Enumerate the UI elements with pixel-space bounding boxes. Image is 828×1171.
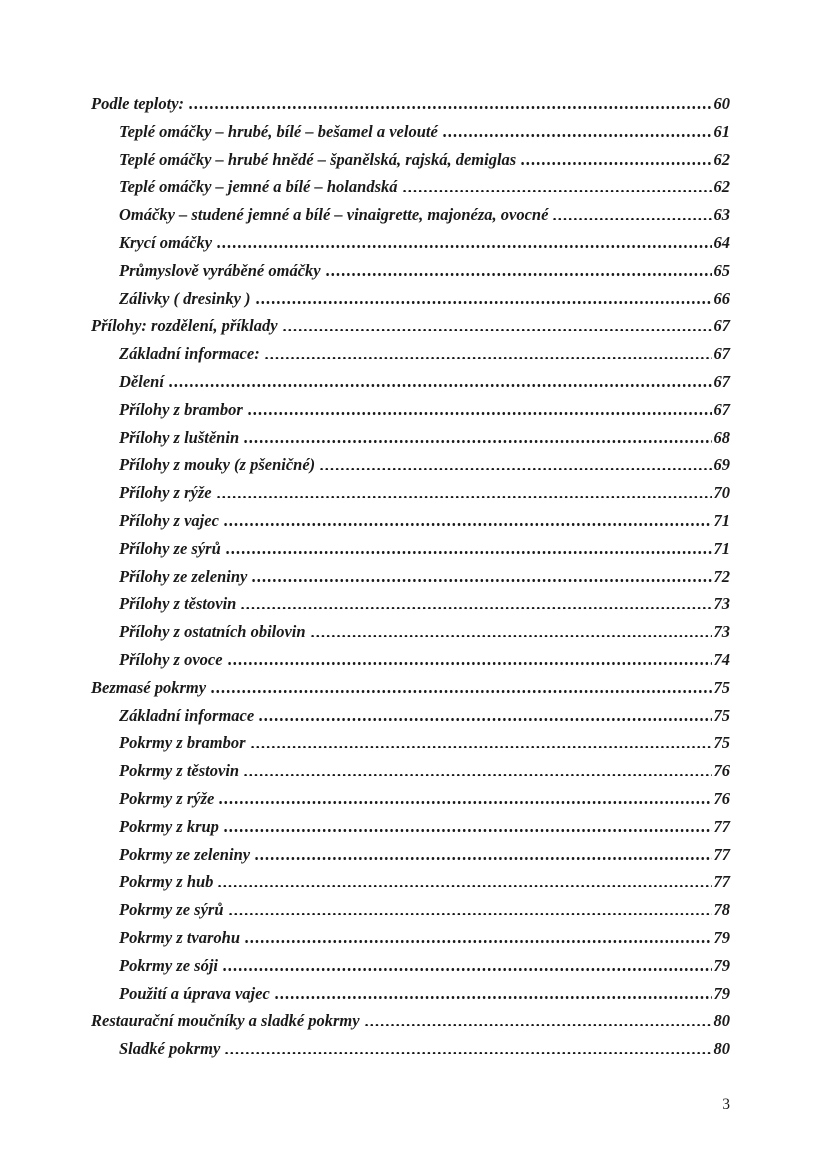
toc-entry-page-number: 71 <box>713 510 730 530</box>
toc-entry-label: Zálivky ( dresinky ) <box>119 288 251 308</box>
toc-entry-page-number: 77 <box>713 844 730 864</box>
toc-dot-leader <box>223 829 712 832</box>
toc-dot-leader <box>222 968 712 971</box>
toc-entry-page-number: 62 <box>713 177 730 197</box>
toc-entry-label: Pokrmy ze sóji <box>119 955 218 975</box>
toc-entry <box>91 424 730 452</box>
toc-entry-page-number: 63 <box>713 205 730 225</box>
toc-entry-page-number: 79 <box>713 983 730 1003</box>
toc-dot-leader <box>243 440 711 443</box>
toc-entry-label: Přílohy z ovoce <box>119 649 223 669</box>
toc-dot-leader <box>310 635 712 638</box>
toc-entry-label: Restaurační moučníky a sladké pokrmy <box>91 1011 360 1031</box>
toc-dot-leader <box>243 774 711 777</box>
toc-dot-leader <box>247 412 712 415</box>
toc-entry <box>91 1007 730 1035</box>
toc-entry-label: Přílohy z ostatních obilovin <box>119 622 306 642</box>
toc-entry <box>91 590 730 618</box>
toc-entry-page-number: 80 <box>713 1011 730 1031</box>
toc-dot-leader <box>228 913 712 916</box>
toc-dot-leader <box>216 496 712 499</box>
toc-entry-page-number: 61 <box>713 121 730 141</box>
toc-entry-label: Pokrmy z rýže <box>119 788 215 808</box>
toc-entry-label: Sladké pokrmy <box>119 1039 221 1059</box>
toc-dot-leader <box>520 162 711 165</box>
toc-dot-leader <box>251 579 711 582</box>
toc-entry-label: Použití a úprava vajec <box>119 983 270 1003</box>
toc-entry-label: Pokrmy z tvarohu <box>119 927 241 947</box>
toc-entry <box>91 618 730 646</box>
toc-dot-leader <box>282 329 712 332</box>
toc-entry-label: Teplé omáčky – jemné a bílé – holandská <box>119 177 398 197</box>
toc-dot-leader <box>188 106 711 109</box>
toc-dot-leader <box>274 996 712 999</box>
toc-entry <box>91 396 730 424</box>
toc-dot-leader <box>258 718 711 721</box>
toc-entry-label: Pokrmy z hub <box>119 872 214 892</box>
toc-entry-label: Průmyslově vyráběné omáčky <box>119 260 321 280</box>
toc-entry-label: Přílohy ze sýrů <box>119 538 221 558</box>
toc-entry-page-number: 71 <box>713 538 730 558</box>
toc-entry-page-number: 67 <box>713 399 730 419</box>
toc-entry-page-number: 64 <box>713 232 730 252</box>
toc-dot-leader <box>254 857 711 860</box>
toc-entry <box>91 229 730 257</box>
toc-entry-page-number: 70 <box>713 483 730 503</box>
toc-dot-leader <box>264 357 712 360</box>
toc-entry-page-number: 67 <box>713 316 730 336</box>
toc-entry-page-number: 67 <box>713 371 730 391</box>
toc-entry-page-number: 76 <box>713 761 730 781</box>
toc-entry-page-number: 75 <box>713 677 730 697</box>
toc-dot-leader <box>255 301 712 304</box>
toc-entry-label: Pokrmy z brambor <box>119 733 246 753</box>
toc-entry <box>91 868 730 896</box>
toc-entry-page-number: 67 <box>713 344 730 364</box>
toc-entry <box>91 146 730 174</box>
toc-entry <box>91 257 730 285</box>
toc-entry <box>91 173 730 201</box>
toc-entry-label: Přílohy z vajec <box>119 510 219 530</box>
toc-entry <box>91 563 730 591</box>
toc-dot-leader <box>325 273 712 276</box>
toc-entry <box>91 118 730 146</box>
toc-entry-label: Krycí omáčky <box>119 232 213 252</box>
footer-page-number: 3 <box>722 1096 730 1113</box>
toc-entry <box>91 980 730 1008</box>
toc-entry <box>91 674 730 702</box>
toc-entry-page-number: 65 <box>713 260 730 280</box>
toc-entry-page-number: 68 <box>713 427 730 447</box>
toc-dot-leader <box>364 1024 712 1027</box>
toc-dot-leader <box>216 245 711 248</box>
toc-entry <box>91 813 730 841</box>
toc-entry-page-number: 76 <box>713 788 730 808</box>
toc-entry <box>91 535 730 563</box>
toc-entry <box>91 1035 730 1063</box>
toc-dot-leader <box>244 940 711 943</box>
toc-entry-label: Přílohy z luštěnin <box>119 427 240 447</box>
toc-dot-leader <box>168 384 712 387</box>
toc-entry <box>91 368 730 396</box>
toc-dot-leader <box>402 190 712 193</box>
toc-entry-label: Pokrmy z těstovin <box>119 761 240 781</box>
toc-entry <box>91 785 730 813</box>
toc-entry-label: Omáčky – studené jemné a bílé – vinaigrette, majonéza, ovocné <box>119 205 549 225</box>
toc-entry-label: Přílohy z těstovin <box>119 594 237 614</box>
toc-entry-label: Přílohy z brambor <box>119 399 243 419</box>
toc-dot-leader <box>218 801 711 804</box>
toc-entry-page-number: 66 <box>713 288 730 308</box>
toc-entry <box>91 841 730 869</box>
toc-entry <box>91 201 730 229</box>
toc-entry-page-number: 79 <box>713 955 730 975</box>
toc-dot-leader <box>227 662 712 665</box>
toc-entry-page-number: 78 <box>713 900 730 920</box>
toc-dot-leader <box>250 746 712 749</box>
toc-entry-page-number: 75 <box>713 733 730 753</box>
toc-entry-label: Přílohy z rýže <box>119 483 212 503</box>
toc-entry <box>91 507 730 535</box>
toc-entry <box>91 90 730 118</box>
toc-entry <box>91 924 730 952</box>
toc-entry-page-number: 69 <box>713 455 730 475</box>
toc-entry-page-number: 60 <box>713 94 730 113</box>
toc-entry <box>91 896 730 924</box>
toc-entry-label: Přílohy z mouky (z pšeničné) <box>119 455 316 475</box>
toc-entry-page-number: 77 <box>713 872 730 892</box>
toc-entry <box>91 729 730 757</box>
toc-entry-label: Pokrmy ze sýrů <box>119 900 224 920</box>
toc-dot-leader <box>442 134 712 137</box>
toc-entry-page-number: 62 <box>713 149 730 169</box>
toc-entry <box>91 340 730 368</box>
toc-entry <box>91 952 730 980</box>
toc-entry-label: Teplé omáčky – hrubé hnědé – španělská, rajská, demiglas <box>119 149 517 169</box>
toc-entry <box>91 757 730 785</box>
toc-dot-leader <box>217 885 711 888</box>
toc-entry <box>91 312 730 340</box>
toc-entry <box>91 702 730 730</box>
toc-entry-page-number: 73 <box>713 594 730 614</box>
toc-entry <box>91 451 730 479</box>
toc-dot-leader <box>210 690 711 693</box>
toc-entry-page-number: 79 <box>713 927 730 947</box>
toc-entry-page-number: 73 <box>713 622 730 642</box>
toc-entry-label: Teplé omáčky – hrubé, bílé – bešamel a velouté <box>119 121 438 141</box>
toc-entry-label: Základní informace: <box>119 344 260 364</box>
toc-entry <box>91 646 730 674</box>
toc-entry <box>91 285 730 313</box>
toc-entry-page-number: 75 <box>713 705 730 725</box>
toc-dot-leader <box>552 218 711 221</box>
toc-dot-leader <box>240 607 711 610</box>
toc-dot-leader <box>223 523 712 526</box>
toc-entry-label: Pokrmy ze zeleniny <box>119 844 251 864</box>
table-of-contents <box>91 90 730 1063</box>
toc-entry-page-number: 80 <box>713 1039 730 1059</box>
toc-entry-label: Pokrmy z krup <box>119 816 219 836</box>
toc-entry-page-number: 74 <box>713 649 730 669</box>
toc-entry <box>91 479 730 507</box>
toc-entry-label: Bezmasé pokrmy <box>91 677 207 697</box>
toc-entry-label: Podle teploty: <box>91 94 185 113</box>
toc-dot-leader <box>225 551 712 554</box>
toc-entry-label: Přílohy ze zeleniny <box>119 566 248 586</box>
toc-entry-label: Dělení <box>119 371 164 391</box>
toc-entry-page-number: 77 <box>713 816 730 836</box>
toc-dot-leader <box>319 468 711 471</box>
toc-entry-label: Přílohy: rozdělení, příklady <box>91 316 278 336</box>
toc-dot-leader <box>224 1052 711 1055</box>
toc-entry-page-number: 72 <box>713 566 730 586</box>
toc-entry-label: Základní informace <box>119 705 255 725</box>
